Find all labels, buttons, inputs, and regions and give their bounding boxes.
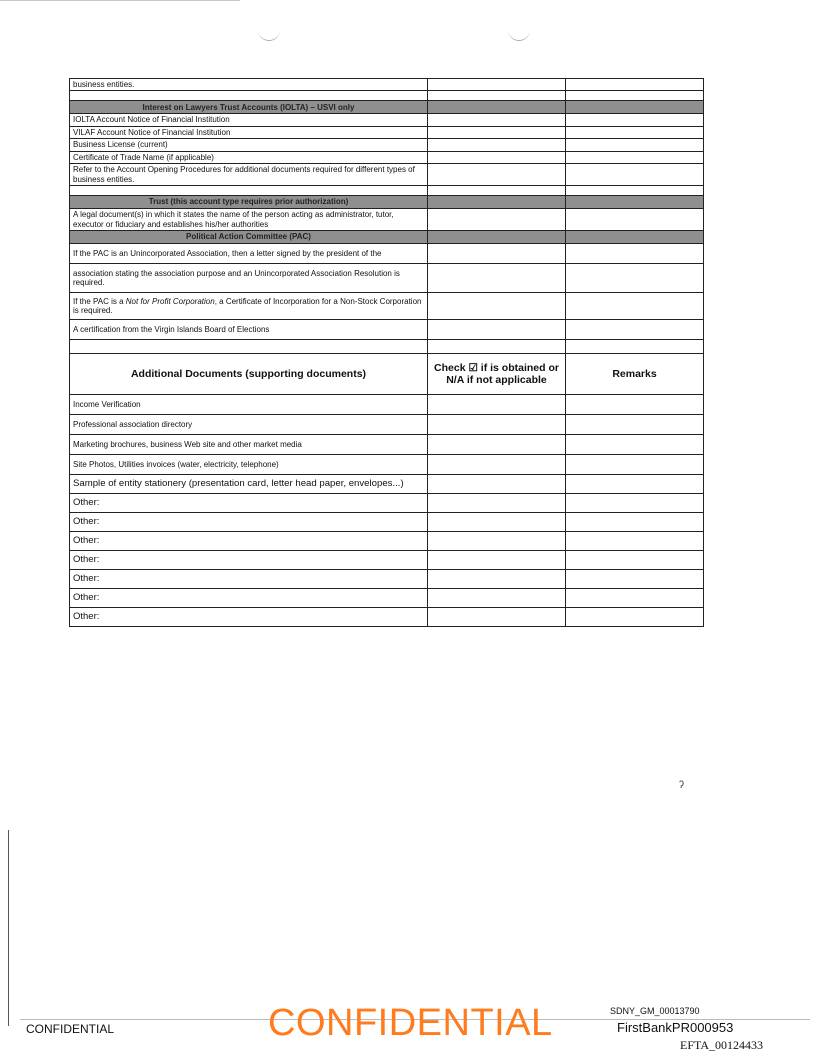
row-label: Refer to the Account Opening Procedures for additional documents required for different types of business entities. xyxy=(70,164,428,186)
row-label: association stating the association purpose and an Unincorporated Association Resolution is required. xyxy=(70,263,428,292)
bates-number-sdny: SDNY_GM_00013790 xyxy=(610,1006,700,1016)
row-label: VILAF Account Notice of Financial Institution xyxy=(70,126,428,138)
additional-item-label: Other: xyxy=(70,569,428,588)
table-row xyxy=(70,394,704,414)
remarks-cell[interactable] xyxy=(566,114,704,126)
section-title: Political Action Committee (PAC) xyxy=(70,230,428,243)
check-cell[interactable] xyxy=(428,531,566,550)
additional-item-label: Other: xyxy=(70,531,428,550)
additional-item-label: Income Verification xyxy=(70,394,428,414)
remarks-cell[interactable] xyxy=(566,263,704,292)
remarks-cell[interactable] xyxy=(566,151,704,163)
check-cell[interactable] xyxy=(428,263,566,292)
check-cell[interactable] xyxy=(428,139,566,151)
spacer-row xyxy=(70,91,704,101)
table-row xyxy=(70,607,704,626)
check-cell[interactable] xyxy=(428,394,566,414)
check-cell[interactable] xyxy=(428,569,566,588)
remarks-cell[interactable] xyxy=(566,394,704,414)
remarks-cell[interactable] xyxy=(566,126,704,138)
column-header-documents: Additional Documents (supporting documents) xyxy=(70,353,428,394)
additional-item-label: Professional association directory xyxy=(70,414,428,434)
additional-item-label: Marketing brochures, business Web site and other market media xyxy=(70,434,428,454)
table-row xyxy=(70,319,704,339)
row-label: business entities. xyxy=(70,79,428,91)
check-cell[interactable] xyxy=(428,607,566,626)
remarks-cell[interactable] xyxy=(566,292,704,319)
scan-edge-line xyxy=(0,0,240,1)
bates-number-firstbank: FirstBankPR000953 xyxy=(617,1020,734,1035)
remarks-cell[interactable] xyxy=(566,434,704,454)
row-label xyxy=(70,292,428,319)
additional-item-label: Other: xyxy=(70,588,428,607)
remarks-cell[interactable] xyxy=(566,588,704,607)
check-cell[interactable] xyxy=(428,126,566,138)
table-row xyxy=(70,263,704,292)
row-label: Certificate of Trade Name (if applicable) xyxy=(70,151,428,163)
document-checklist-table xyxy=(69,78,704,627)
additional-item-label: Other: xyxy=(70,512,428,531)
additional-item-label: Other: xyxy=(70,607,428,626)
row-label-suffix: , a Certificate of Incorporation for a Non-Stock Corporation is required. xyxy=(73,296,422,315)
table-row xyxy=(70,114,704,126)
table-row xyxy=(70,151,704,163)
table-row xyxy=(70,139,704,151)
row-label-prefix: If the PAC is a xyxy=(73,296,126,306)
additional-item-label: Sample of entity stationery (presentation card, letter head paper, envelopes...) xyxy=(70,474,428,493)
remarks-cell[interactable] xyxy=(566,454,704,474)
check-cell[interactable] xyxy=(428,474,566,493)
row-label: Business License (current) xyxy=(70,139,428,151)
remarks-cell[interactable] xyxy=(566,493,704,512)
remarks-cell[interactable] xyxy=(566,550,704,569)
remarks-cell[interactable] xyxy=(566,319,704,339)
remarks-cell[interactable] xyxy=(566,243,704,263)
check-cell[interactable] xyxy=(428,493,566,512)
check-cell[interactable] xyxy=(428,414,566,434)
remarks-cell[interactable] xyxy=(566,531,704,550)
table-row xyxy=(70,243,704,263)
check-cell[interactable] xyxy=(428,79,566,91)
column-header-check: Check ☑ if is obtained or N/A if not applicable xyxy=(428,353,566,394)
table-row xyxy=(70,474,704,493)
table-row xyxy=(70,569,704,588)
binder-mark-left xyxy=(258,28,280,41)
check-cell[interactable] xyxy=(428,151,566,163)
check-cell[interactable] xyxy=(428,243,566,263)
check-cell[interactable] xyxy=(428,512,566,531)
table-row xyxy=(70,512,704,531)
column-header-remarks: Remarks xyxy=(566,353,704,394)
remarks-cell[interactable] xyxy=(566,209,704,231)
row-label: A legal document(s) in which it states the name of the person acting as administrator, tutor, executor or fiduciary and establishes his/her authorities xyxy=(70,209,428,231)
additional-item-label: Site Photos, Utilities invoices (water, electricity, telephone) xyxy=(70,454,428,474)
section-header-iolta xyxy=(70,101,704,114)
remarks-cell[interactable] xyxy=(566,474,704,493)
binder-mark-right xyxy=(508,28,530,41)
efta-number: EFTA_00124433 xyxy=(680,1038,764,1052)
check-cell[interactable] xyxy=(428,164,566,186)
remarks-cell[interactable] xyxy=(566,139,704,151)
scan-margin-line xyxy=(8,830,9,1026)
check-cell[interactable] xyxy=(428,292,566,319)
remarks-cell[interactable] xyxy=(566,607,704,626)
table-row xyxy=(70,209,704,231)
row-label: IOLTA Account Notice of Financial Institution xyxy=(70,114,428,126)
row-label: If the PAC is an Unincorporated Association, then a letter signed by the president of the xyxy=(70,243,428,263)
section-title: Trust (this account type requires prior authorization) xyxy=(70,196,428,209)
confidential-label: CONFIDENTIAL xyxy=(26,1022,115,1036)
remarks-cell[interactable] xyxy=(566,512,704,531)
table-row xyxy=(70,493,704,512)
remarks-cell[interactable] xyxy=(566,164,704,186)
section-title: Interest on Lawyers Trust Accounts (IOLTA) – USVI only xyxy=(70,101,428,114)
check-cell[interactable] xyxy=(428,209,566,231)
check-cell[interactable] xyxy=(428,550,566,569)
additional-item-label: Other: xyxy=(70,493,428,512)
table-row xyxy=(70,164,704,186)
row-label: A certification from the Virgin Islands Board of Elections xyxy=(70,319,428,339)
remarks-cell[interactable] xyxy=(566,414,704,434)
table-row xyxy=(70,292,704,319)
table-row xyxy=(70,454,704,474)
table-row xyxy=(70,414,704,434)
additional-documents-header xyxy=(70,353,704,394)
row-label-italic: Not for Profit Corporation xyxy=(125,296,215,306)
stray-pen-mark: ʔ xyxy=(679,780,684,791)
additional-item-label: Other: xyxy=(70,550,428,569)
remarks-cell[interactable] xyxy=(566,569,704,588)
table-row xyxy=(70,434,704,454)
table-row xyxy=(70,588,704,607)
check-cell[interactable] xyxy=(428,319,566,339)
check-cell[interactable] xyxy=(428,114,566,126)
spacer-row xyxy=(70,186,704,196)
remarks-cell[interactable] xyxy=(566,79,704,91)
check-cell[interactable] xyxy=(428,434,566,454)
table-row xyxy=(70,550,704,569)
spacer-row xyxy=(70,339,704,353)
table-row xyxy=(70,126,704,138)
table-row xyxy=(70,79,704,91)
section-header-trust xyxy=(70,196,704,209)
section-header-pac xyxy=(70,230,704,243)
confidential-stamp: CONFIDENTIAL xyxy=(268,1002,553,1044)
check-cell[interactable] xyxy=(428,454,566,474)
check-cell[interactable] xyxy=(428,588,566,607)
table-row xyxy=(70,531,704,550)
